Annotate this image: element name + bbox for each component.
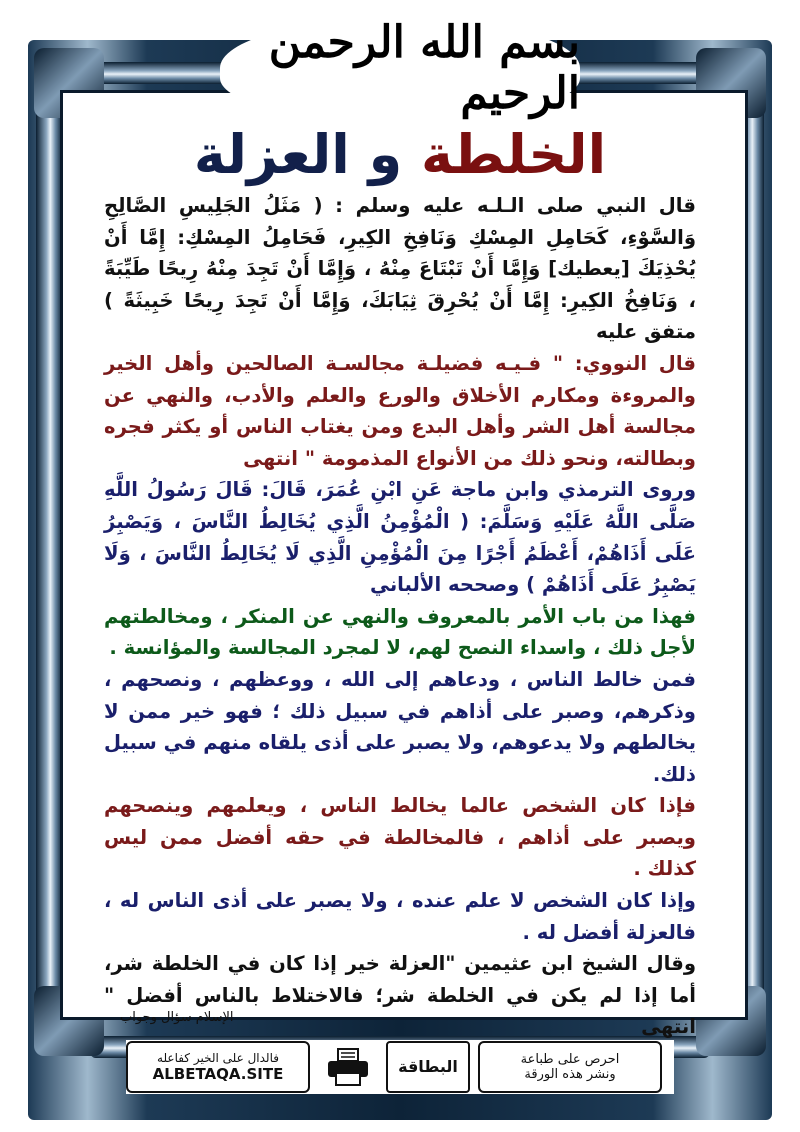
site-box[interactable] bbox=[126, 1041, 310, 1093]
albetaqa-logo: البطاقة bbox=[386, 1041, 470, 1093]
paragraph-enjoin-good: فهذا من باب الأمر بالمعروف والنهي عن المنكر ، ومخالطتهم لأجل ذلك ، واسداء النصح لهم، لا لمجرد المجالسة والمؤانسة . bbox=[104, 604, 696, 660]
site-url[interactable]: ALBETAQA.SITE bbox=[152, 1065, 284, 1083]
paragraph-scholar: فإذا كان الشخص عالما يخالط الناس ، ويعلمهم وينصحهم ويصبر على أذاهم ، فالمخالطة في حقه أفضل ممن ليس كذلك . bbox=[104, 794, 696, 881]
paragraph-seclusion: وإذا كان الشخص لا علم عنده ، ولا يصبر على أذى الناس له ، فالعزلة أفضل له . bbox=[104, 889, 696, 944]
basmala-calligraphy: بسم الله الرحمن الرحيم bbox=[220, 18, 580, 118]
title-word-2: العزلة bbox=[193, 123, 350, 186]
footer-bar bbox=[126, 1040, 674, 1094]
page-title bbox=[180, 120, 620, 190]
site-tagline: فالدال على الخير كفاعله bbox=[157, 1051, 279, 1065]
print-reminder-box bbox=[478, 1041, 662, 1093]
paragraph-ibn-uthaymin: وقال الشيخ ابن عثيمين "العزلة خير إذا كان في الخلطة شر، أما إذا لم يكن في الخلطة شر؛ فالاختلاط بالناس أفضل " انتهى bbox=[104, 952, 696, 1039]
paragraph-mixing-people: فمن خالط الناس ، ودعاهم إلى الله ، ووعظهم ، ونصحهم ، وذكرهم، وصبر على أذاهم في سبيل ذلك ؛ فهو خير ممن لا يخالطهم ولا يدعوهم، ولا يصبر على أذى يلقاه منهم في سبيل ذلك. bbox=[104, 667, 696, 786]
article-body bbox=[104, 190, 696, 1039]
paragraph-hadith: قال النبي صلى الـلـه عليه وسلم : ( مَثَلُ الجَلِيسِ الصَّالِحِ وَالسَّوْءِ، كَحَامِلِ المِسْكِ وَنَافِخِ الكِيرِ، فَحَامِلُ المِسْكِ: إِمَّا أَنْ يُحْذِيَكَ [يعطيك] وَإِمَّا أَنْ تَبْتَاعَ مِنْهُ ، وَإِمَّا أَنْ تَجِدَ مِنْهُ رِيحًا طَيِّبَةً ، وَنَافِخُ الكِيرِ: إِمَّا أَنْ يُحْرِقَ ثِيَابَكَ، وَإِمَّا أَنْ تَجِدَ رِيحًا خَبِيثَةً ) متفق عليه bbox=[104, 194, 696, 344]
paragraph-nawawi: قال النووي: " فـيـه فضيلـة مجالسـة الصالحين وأهل الخير والمروءة ومكارم الأخلاق والورع والعلم والأدب، والنهي عن مجالسة أهل الشر وأهل البدع ومن يغتاب الناس أو يكثر فجره وبطالته، ونحو ذلك من الأنواع المذمومة " انتهى bbox=[104, 351, 696, 470]
print-reminder-line-1: احرص على طباعة bbox=[520, 1052, 620, 1067]
frame-left-pillar bbox=[36, 58, 62, 1048]
title-word-1: الخلطة bbox=[420, 123, 607, 186]
paragraph-tirmidhi: وروى الترمذي وابن ماجة عَنِ ابْنِ عُمَرَ، قَالَ: قَالَ رَسُولُ اللَّهِ صَلَّى اللَّهُ عَلَيْهِ وَسَلَّمَ: ( الْمُؤْمِنُ الَّذِي يُخَالِطُ النَّاسَ ، وَيَصْبِرُ عَلَى أَذَاهُمْ، أَعْظَمُ أَجْرًا مِنَ الْمُؤْمِنِ الَّذِي لَا يُخَالِطُ النَّاسَ ، وَلَا يَصْبِرُ عَلَى أَذَاهُمْ ) وصححه الألباني bbox=[104, 478, 696, 597]
printer-icon bbox=[318, 1043, 378, 1091]
title-connector: و bbox=[368, 123, 403, 186]
print-reminder-line-2: ونشر هذه الورقة bbox=[524, 1067, 616, 1082]
source-citation: الإسلام سؤال وجواب bbox=[120, 1010, 234, 1025]
